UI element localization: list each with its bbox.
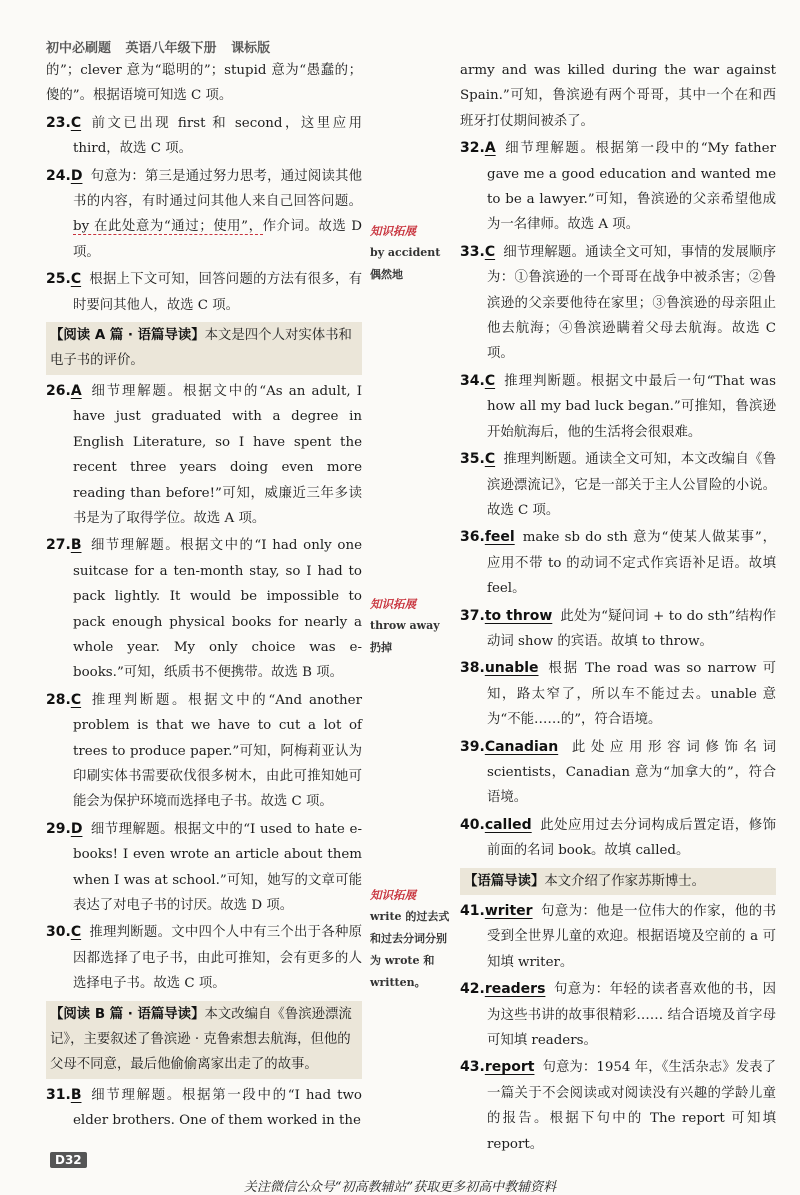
answer-34: 34.C 推理判断题。根据文中最后一句“That was how all my bad luck began.”可推知，鲁滨逊开始航海后，他的生活将会很艰难。 bbox=[460, 372, 776, 440]
footer-note: 关注微信公众号“初高教辅站”获取更多初高中教辅资料 bbox=[243, 1180, 557, 1195]
answer-38: 38.unable 根据 The road was so narrow 可知，路太窄了，所以车不能过去。unable 意为“不能……的”，符合语境。 bbox=[460, 660, 776, 728]
book-title: 初中必刷题 bbox=[46, 41, 112, 56]
edition-label: 课标版 bbox=[231, 41, 271, 56]
subject-title: 英语八年级下册 bbox=[125, 41, 217, 56]
right-column bbox=[460, 58, 776, 1159]
answer-31: 31.B 细节理解题。根据第一段中的“I had two elder brothers. One of them worked in the bbox=[46, 1086, 362, 1129]
margin-note-2: 知识拓展 throw away 扔掉 bbox=[370, 593, 454, 659]
guide-reading-a: 【阅读 A 篇 · 语篇导读】本文是四个人对实体书和电子书的评价。 bbox=[46, 322, 362, 375]
answer-40: 40.called 此处应用过去分词构成后置定语，修饰前面的名词 book。故填 called。 bbox=[460, 816, 776, 859]
answer-42: 42.readers 句意为：年轻的读者喜欢他的书，因为这些书讲的故事很精彩…… 结合语境及首字母可知填 readers。 bbox=[460, 981, 776, 1049]
answer-43: 43.report 句意为：1954 年，《生活杂志》发表了一篇关于不会阅读或对阅读没有兴趣的学龄儿童的报告。根据下句中的 The report 可知填 report。 bbox=[460, 1059, 776, 1152]
answer-35: 35.C 推理判断题。通读全文可知，本文改编自《鲁滨逊漂流记》，它是一部关于主人公冒险的小说。故选 C 项。 bbox=[460, 451, 776, 518]
answer-25: 25.C 根据上下文可知，回答问题的方法有很多，有时要问其他人，故选 C 项。 bbox=[46, 271, 362, 313]
page-number: D32 bbox=[50, 1152, 87, 1168]
answer-27: 27.B 细节理解题。根据文中的“I had only one suitcase for a ten-month stay, so I had to pack lightly. It would be impossible to pack enough physical books for nearly a whole year. My only choice was e-books.”可知，纸质书不便携带。故选 B 项。 bbox=[46, 537, 362, 681]
note-anchor-by: by 在此处意为“通过；使用”， bbox=[73, 219, 263, 235]
answer-29: 29.D 细节理解题。根据文中的“I used to hate e-books! I even wrote an article about them when I was at school.”可知，她写的文章可能表达了对电子书的讨厌。故选 D 项。 bbox=[46, 820, 362, 913]
page-header bbox=[46, 37, 280, 56]
answer-41: 41.writer 句意为：他是一位伟大的作家，他的书受到全世界儿童的欢迎。根据语境及空前的 a 可知填 writer。 bbox=[460, 903, 776, 970]
answer-37: 37.to throw 此处为“疑问词 + to do sth”结构作动词 show 的宾语。故填 to throw。 bbox=[460, 607, 777, 649]
margin-note-3: 知识拓展 write 的过去式和过去分词分别为 wrote 和 written。 bbox=[370, 884, 454, 994]
guide-cloze: 【语篇导读】本文介绍了作家苏斯博士。 bbox=[460, 868, 776, 895]
continued-text: army and was killed during the war against Spain.”可知，鲁滨逊有两个哥哥，其中一个在和西班牙打仗期间被杀了。 bbox=[460, 63, 776, 129]
answer-32: 32.A 细节理解题。根据第一段中的“My father gave me a good education and wanted me to be a lawyer.”可知，鲁滨逊的父亲希望他成为一名律师。故选 A 项。 bbox=[460, 140, 776, 233]
answer-36: 36.feel make sb do sth 意为“使某人做某事”，应用不带 to 的动词不定式作宾语补足语。故填 feel。 bbox=[460, 529, 776, 597]
answer-30: 30.C 推理判断题。文中四个人中有三个出于各种原因都选择了电子书，由此可推知，会有更多的人选择电子书。故选 C 项。 bbox=[46, 924, 362, 992]
note-label: 知识拓展 bbox=[370, 597, 416, 611]
guide-reading-b: 【阅读 B 篇 · 语篇导读】本文改编自《鲁滨逊漂流记》，主要叙述了鲁滨逊 · 克鲁索想去航海，但他的父母不同意，最后他偷偷离家出走了的故事。 bbox=[46, 1001, 362, 1079]
answer-26: 26.A 细节理解题。根据文中的“As an adult, I have just graduated with a degree in English Literature, so I have spent the recent three years doing even more reading than before!”可知，威廉近三年多读书是为了取得学位。故选 A 项。 bbox=[46, 382, 362, 526]
margin-note-1: 知识拓展 by accident 偶然地 bbox=[370, 220, 454, 286]
answer-28: 28.C 推理判断题。根据文中的“And another problem is that we have to cut a lot of trees to produce paper.”可知，阿梅莉亚认为印刷实体书需要砍伐很多树木，由此可推知她可能会为保护环境而选择电子书。故选 C 项。 bbox=[46, 691, 362, 810]
left-column bbox=[46, 58, 362, 1136]
continued-text: 的”；clever 意为“聪明的”；stupid 意为“愚蠢的；傻的”。根据语境可知选 C 项。 bbox=[46, 63, 362, 104]
answer-24: 24.D 句意为：第三是通过努力思考，通过阅读其他书的内容，有时通过问其他人来自己回答问题。by 在此处意为“通过；使用”，作介词。故选 D 项。 bbox=[46, 167, 362, 260]
answer-23: 23.C 前文已出现 first 和 second，这里应用 third，故选 C 项。 bbox=[46, 114, 362, 157]
note-label: 知识拓展 bbox=[370, 888, 416, 902]
note-label: 知识拓展 bbox=[370, 224, 416, 238]
answer-39: 39.Canadian 此处应用形容词修饰名词 scientists，Canadian 意为“加拿大的”，符合语境。 bbox=[460, 738, 776, 806]
answer-33: 33.C 细节理解题。通读全文可知，事情的发展顺序为：①鲁滨逊的一个哥哥在战争中被杀害；②鲁滨逊的父亲要他待在家里；③鲁滨逊的母亲阻止他去航海；④鲁滨逊瞒着父母去航海。故选 C 项。 bbox=[460, 243, 776, 362]
